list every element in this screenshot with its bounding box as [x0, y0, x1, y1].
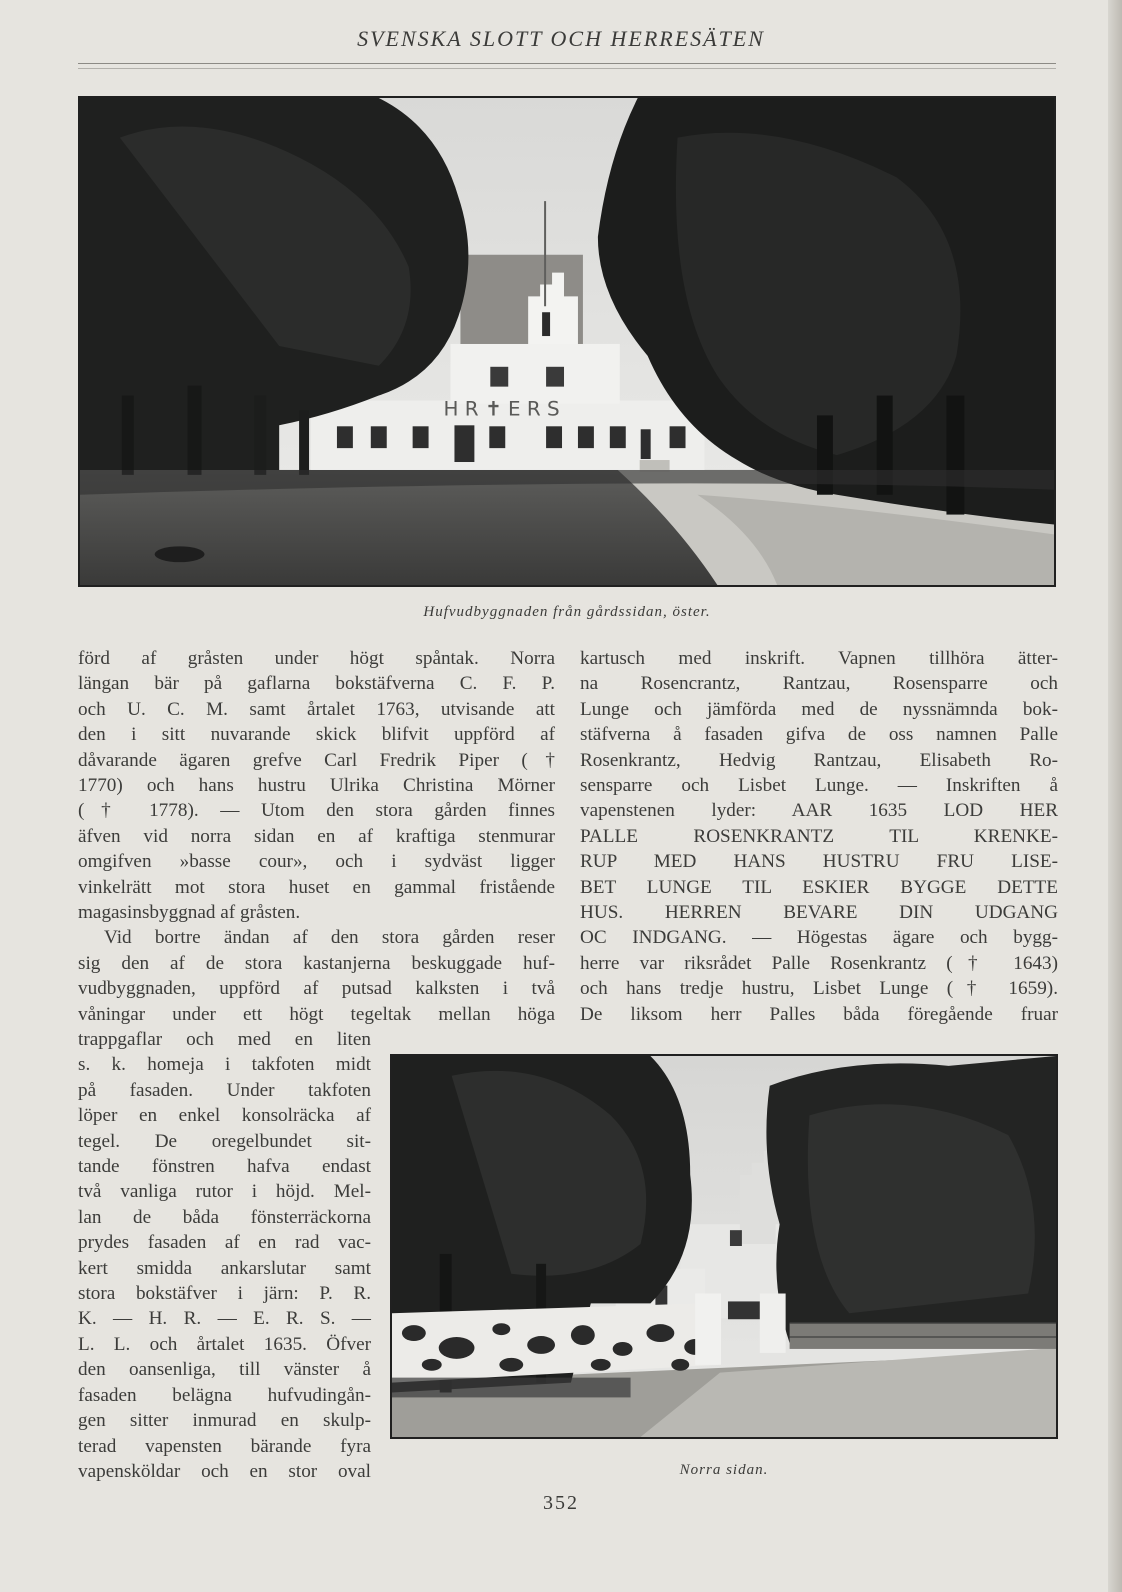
header-rule — [78, 63, 1056, 64]
text-line: prydes fasaden af en rad vac- — [78, 1232, 371, 1254]
page-number: 352 — [543, 1492, 579, 1514]
running-title: SVENSKA SLOTT OCH HERRESÄTEN — [357, 26, 765, 51]
text-line: († 1778). — Utom den stora gården finnes — [78, 800, 555, 822]
text-line: dåvarande ägaren grefve Carl Fredrik Piper († — [78, 749, 555, 771]
text-line: vapensköldar och en stor oval — [78, 1460, 371, 1482]
photo-main-building — [78, 96, 1056, 587]
text-line: löper en enkel konsolräcka af — [78, 1105, 371, 1127]
text-line: PALLE ROSENKRANTZ TIL KRENKE- — [580, 825, 1058, 847]
text-column-left — [78, 646, 555, 1027]
text-line: sig den af de stora kastanjerna beskuggade huf- — [78, 952, 555, 974]
photo-north-side-caption: Norra sidan. — [679, 1462, 769, 1478]
text-line: K. — H. R. — E. R. S. — — [78, 1308, 371, 1330]
text-line: RUP MED HANS HUSTRU FRU LISE- — [580, 851, 1058, 873]
photo-main-building-illustration — [80, 98, 1054, 585]
text-column-right — [580, 646, 1058, 1027]
text-line: stora bokstäfver i järn: P. R. — [78, 1283, 371, 1305]
text-line: na Rosencrantz, Rantzau, Rosensparre och — [580, 673, 1058, 695]
text-line: vapenstenen lyder: AAR 1635 LOD HER — [580, 800, 1058, 822]
text-line: den oansenliga, till vänster å — [78, 1359, 371, 1381]
text-line: den i sitt nuvarande skick blifvit uppförd af — [78, 724, 555, 746]
photo-main-building-caption: Hufvudbyggnaden från gårdssidan, öster. — [423, 604, 711, 620]
text-line: vinkelrätt mot stora huset en gammal fristående — [78, 876, 555, 898]
text-line: trappgaflar och med en liten — [78, 1029, 371, 1050]
text-line: sensparre och Lisbet Lunge. — Inskriften å — [580, 775, 1058, 797]
text-line: Lunge och jämförda med de nyssnämnda bok- — [580, 698, 1058, 720]
text-line: gen sitter inmurad en skulp- — [78, 1410, 371, 1432]
text-line: kert smidda ankarslutar samt — [78, 1257, 371, 1279]
photo-north-side-illustration — [392, 1056, 1056, 1437]
text-line: L. L. och årtalet 1635. Öfver — [78, 1333, 371, 1355]
text-line: De liksom herr Palles båda föregående fruar — [580, 1003, 1058, 1025]
text-line: och U. C. M. samt årtalet 1763, utvisande att — [78, 698, 555, 720]
text-line: fasaden belägna hufvudingån- — [78, 1384, 371, 1406]
text-line: stäfverna å fasaden gifva de oss namnen Palle — [580, 724, 1058, 746]
text-line: OC INDGANG. — Högestas ägare och bygg- — [580, 927, 1058, 949]
text-line: och hans tredje hustru, Lisbet Lunge († 1659). — [580, 978, 1058, 1000]
photo-north-side — [390, 1054, 1058, 1439]
text-line: s. k. homeja i takfoten midt — [78, 1054, 371, 1076]
page-edge-shadow — [1108, 0, 1122, 1592]
text-line: på fasaden. Under takfoten — [78, 1079, 371, 1101]
text-line: längan bär på gaflarna bokstäfverna C. F. P. — [78, 673, 555, 695]
text-line: BET LUNGE TIL ESKIER BYGGE DETTE — [580, 876, 1058, 898]
text-line: förd af gråsten under högt spåntak. Norra — [78, 648, 555, 669]
text-line: tande fönstren hafva endast — [78, 1156, 371, 1178]
text-line: omgifven »basse cour», och i sydväst ligger — [78, 851, 555, 873]
text-line: kartusch med inskrift. Vapnen tillhöra ätter- — [580, 648, 1058, 669]
text-line: vudbyggnaden, uppförd af putsad kalksten i två — [78, 978, 555, 1000]
text-line: lan de båda fönsterräckorna — [78, 1206, 371, 1228]
text-column-narrow — [78, 1027, 371, 1484]
header-rule-thin — [78, 68, 1056, 69]
text-line: Rosenkrantz, Hedvig Rantzau, Elisabeth Ro- — [580, 749, 1058, 771]
text-line: två vanliga rutor i höjd. Mel- — [78, 1181, 371, 1203]
text-line: magasinsbyggnad af gråsten. — [78, 902, 301, 924]
text-line: HUS. HERREN BEVARE DIN UDGANG — [580, 902, 1058, 924]
text-line: tegel. De oregelbundet sit- — [78, 1130, 371, 1152]
text-line: äfven vid norra sidan en af kraftiga stenmurar — [78, 825, 555, 847]
text-line: våningar under ett högt tegeltak mellan höga — [78, 1003, 555, 1025]
text-line: terad vapensten bärande fyra — [78, 1435, 371, 1457]
facade-inscription: H R ✝ E R S — [443, 397, 560, 421]
text-line: 1770) och hans hustru Ulrika Christina Mörner — [78, 775, 555, 797]
text-line: herre var riksrådet Palle Rosenkrantz († 1643) — [580, 952, 1058, 974]
text-line: Vid bortre ändan af den stora gården reser — [104, 927, 555, 949]
